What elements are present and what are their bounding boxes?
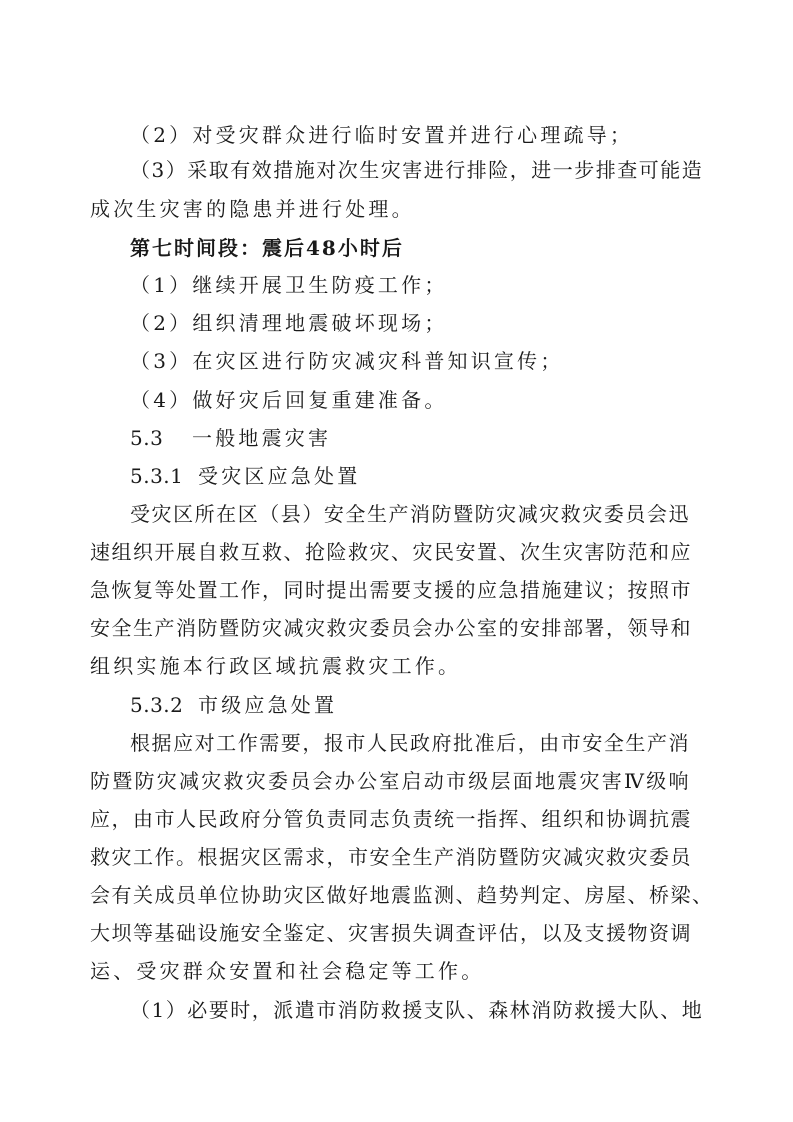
list-item-3-hazard: （3）采取有效措施对次生灾害进行排险，进一步排查可能造: [130, 158, 704, 182]
list-item-4-rebuild: （4）做好灾后回复重建准备。: [130, 388, 448, 412]
section-heading-5-3-2: [130, 693, 690, 717]
section-number: 5.3: [130, 426, 164, 450]
paragraph-line: 防暨防灾减灾救灾委员会办公室启动市级层面地震灾害Ⅳ级响: [90, 769, 690, 793]
section-heading-5-3-1: [130, 464, 690, 488]
list-item-2-cleanup: （2）组织清理地震破坏现场；: [130, 311, 448, 335]
paragraph-line: 根据应对工作需要，报市人民政府批准后，由市安全生产消: [130, 731, 690, 755]
section-number: 5.3.2: [130, 693, 184, 717]
section-title: 受灾区应急处置: [198, 464, 361, 488]
paragraph-line: 应，由市人民政府分管负责同志负责统一指挥、组织和协调抗震: [90, 807, 692, 831]
paragraph-line: 运、受灾群众安置和社会稳定等工作。: [90, 959, 485, 983]
paragraph-line: 安全生产消防暨防灾减灾救灾委员会办公室的安排部署，领导和: [90, 616, 692, 640]
paragraph-line: 大坝等基础设施安全鉴定、灾害损失调查评估，以及支援物资调: [90, 921, 692, 945]
paragraph-line: 救灾工作。根据灾区需求，市安全生产消防暨防灾减灾救灾委员: [90, 845, 692, 869]
paragraph-line: 组织实施本行政区域抗震救灾工作。: [90, 654, 462, 678]
section-heading-5-3: [130, 426, 690, 450]
section-title: 一般地震灾害: [192, 426, 332, 450]
list-item-1-epidemic: （1）继续开展卫生防疫工作；: [130, 273, 448, 297]
paragraph-line: 成次生灾害的隐患并进行处理。: [90, 197, 415, 221]
paragraph-line: 急恢复等处置工作，同时提出需要支援的应急措施建议；按照市: [90, 578, 692, 602]
list-item-2-resettle: （2）对受灾群众进行临时安置并进行心理疏导；: [130, 123, 634, 147]
list-item-1-dispatch: （1）必要时，派遣市消防救援支队、森林消防救援大队、地: [130, 998, 704, 1022]
section-heading-stage-7: 第七时间段：震后48小时后: [130, 236, 404, 260]
section-title: 市级应急处置: [198, 693, 338, 717]
section-number: 5.3.1: [130, 464, 184, 488]
paragraph-line: 受灾区所在区（县）安全生产消防暨防灾减灾救灾委员会迅: [130, 502, 690, 526]
list-item-3-education: （3）在灾区进行防灾减灾科普知识宣传；: [130, 349, 564, 373]
paragraph-line: 会有关成员单位协助灾区做好地震监测、趋势判定、房屋、桥梁、: [90, 883, 714, 907]
paragraph-line: 速组织开展自救互救、抢险救灾、灾民安置、次生灾害防范和应: [90, 540, 692, 564]
